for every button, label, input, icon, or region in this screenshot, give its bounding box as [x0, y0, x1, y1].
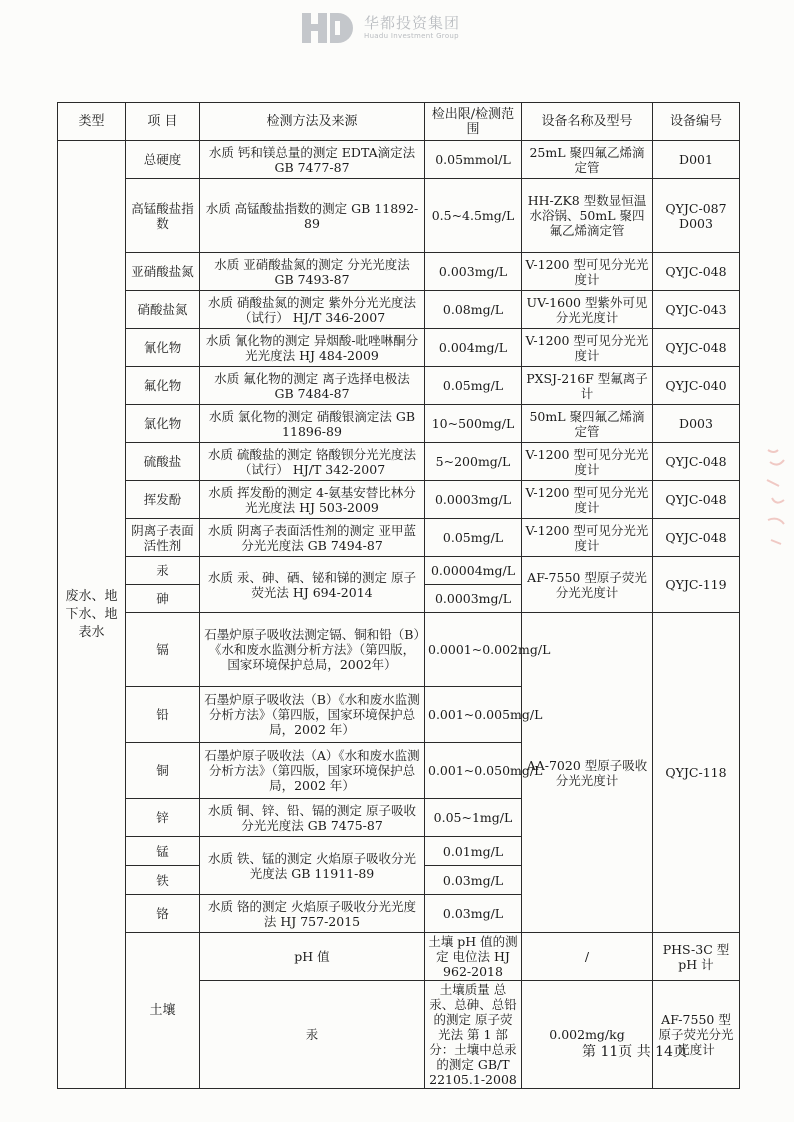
item-cell: 锌: [126, 799, 200, 837]
table-row: [58, 291, 740, 329]
code-cell: QYJC-118: [653, 613, 740, 933]
limit-cell: 0.5~4.5mg/L: [425, 179, 522, 253]
item-cell: 氯化物: [126, 405, 200, 443]
device-cell: AA-7020 型原子吸收分光光度计: [522, 613, 653, 933]
category-cell: 废水、地下水、地表水: [58, 141, 126, 1089]
item-cell: 硝酸盐氮: [126, 291, 200, 329]
limit-cell: 0.00004mg/L: [425, 557, 522, 585]
method-cell: 水质 氰化物的测定 异烟酸-吡唑啉酮分光光度法 HJ 484-2009: [200, 329, 425, 367]
method-cell: 水质 铁、锰的测定 火焰原子吸收分光光度法 GB 11911-89: [200, 837, 425, 895]
category-cell: 土壤: [126, 933, 200, 1089]
device-cell: PHS-3C 型 pH 计: [653, 933, 740, 981]
method-cell: 水质 高锰酸盐指数的测定 GB 11892-89: [200, 179, 425, 253]
code-cell: QYJC-119: [653, 557, 740, 613]
item-cell: 汞: [126, 557, 200, 585]
item-cell: 总硬度: [126, 141, 200, 179]
item-cell: 铬: [126, 895, 200, 933]
method-cell: 水质 氯化物的测定 硝酸银滴定法 GB 11896-89: [200, 405, 425, 443]
item-cell: pH 值: [200, 933, 425, 981]
method-cell: 水质 硝酸盐氮的测定 紫外分光光度法（试行） HJ/T 346-2007: [200, 291, 425, 329]
table-row: [58, 933, 740, 981]
item-cell: 硫酸盐: [126, 443, 200, 481]
table-row: [58, 179, 740, 253]
device-cell: HH-ZK8 型数显恒温水浴锅、50mL 聚四氟乙烯滴定管: [522, 179, 653, 253]
limit-cell: 0.004mg/L: [425, 329, 522, 367]
device-cell: 25mL 聚四氟乙烯滴定管: [522, 141, 653, 179]
device-cell: V-1200 型可见分光光度计: [522, 519, 653, 557]
method-cell: 水质 亚硝酸盐氮的测定 分光光度法 GB 7493-87: [200, 253, 425, 291]
seal-stamp-fragment: [764, 440, 790, 560]
device-cell: V-1200 型可见分光光度计: [522, 329, 653, 367]
device-cell: AF-7550 型原子荧光分光光度计: [653, 981, 740, 1089]
code-cell: D003: [653, 405, 740, 443]
page-number: 第 11页 共 14页: [582, 1044, 687, 1060]
limit-cell: /: [522, 933, 653, 981]
method-cell: 水质 铜、锌、铅、镉的测定 原子吸收分光光度法 GB 7475-87: [200, 799, 425, 837]
item-cell: 亚硝酸盐氮: [126, 253, 200, 291]
limit-cell: 0.002mg/kg: [522, 981, 653, 1089]
column-header: 设备名称及型号: [522, 103, 653, 141]
code-cell: D001: [653, 141, 740, 179]
method-cell: 水质 阴离子表面活性剂的测定 亚甲蓝分光光度法 GB 7494-87: [200, 519, 425, 557]
item-cell: 高锰酸盐指数: [126, 179, 200, 253]
limit-cell: 0.03mg/L: [425, 866, 522, 895]
code-cell: QYJC-048: [653, 329, 740, 367]
item-cell: 阴离子表面活性剂: [126, 519, 200, 557]
method-cell: 水质 汞、砷、硒、铋和锑的测定 原子荧光法 HJ 694-2014: [200, 557, 425, 613]
item-cell: 铜: [126, 743, 200, 799]
column-header: 检测方法及来源: [200, 103, 425, 141]
item-cell: 铁: [126, 866, 200, 895]
method-cell: 水质 挥发酚的测定 4-氨基安替比林分光光度法 HJ 503-2009: [200, 481, 425, 519]
item-cell: 镉: [126, 613, 200, 687]
company-logo: [300, 8, 460, 48]
code-cell: QYJC-048: [653, 443, 740, 481]
table-header-row: [58, 103, 740, 141]
table-row: [58, 481, 740, 519]
table-row: [58, 329, 740, 367]
device-cell: PXSJ-216F 型氟离子计: [522, 367, 653, 405]
limit-cell: 0.05mg/L: [425, 519, 522, 557]
test-methods-table: [57, 102, 740, 1089]
table-row: [58, 405, 740, 443]
method-cell: 石墨炉原子吸收法（B）《水和废水监测分析方法》（第四版，国家环境保护总局，2002 年）: [200, 687, 425, 743]
device-cell: V-1200 型可见分光光度计: [522, 443, 653, 481]
method-cell: 石墨炉原子吸收法（A）《水和废水监测分析方法》（第四版，国家环境保护总局，2002 年）: [200, 743, 425, 799]
table-row: [58, 557, 740, 585]
limit-cell: 0.001~0.050mg/L: [425, 743, 522, 799]
limit-cell: 0.01mg/L: [425, 837, 522, 866]
limit-cell: 0.001~0.005mg/L: [425, 687, 522, 743]
column-header: 设备编号: [653, 103, 740, 141]
limit-cell: 0.05mmol/L: [425, 141, 522, 179]
device-cell: 50mL 聚四氟乙烯滴定管: [522, 405, 653, 443]
table-row: [58, 367, 740, 405]
device-cell: UV-1600 型紫外可见分光光度计: [522, 291, 653, 329]
item-cell: 锰: [126, 837, 200, 866]
device-cell: V-1200 型可见分光光度计: [522, 253, 653, 291]
device-cell: AF-7550 型原子荧光分光光度计: [522, 557, 653, 613]
column-header: 检出限/检测范围: [425, 103, 522, 141]
code-cell: QYJC-048: [653, 253, 740, 291]
hd-logo-icon: [300, 10, 356, 46]
method-cell: 土壤 pH 值的测定 电位法 HJ 962-2018: [425, 933, 522, 981]
table-row: [58, 613, 740, 687]
item-cell: 铅: [126, 687, 200, 743]
limit-cell: 0.03mg/L: [425, 895, 522, 933]
code-cell: QYJC-087 D003: [653, 179, 740, 253]
device-cell: V-1200 型可见分光光度计: [522, 481, 653, 519]
table-row: [58, 253, 740, 291]
method-cell: 水质 钙和镁总量的测定 EDTA滴定法 GB 7477-87: [200, 141, 425, 179]
code-cell: QYJC-043: [653, 291, 740, 329]
column-header: 类型: [58, 103, 126, 141]
code-cell: QYJC-048: [653, 519, 740, 557]
limit-cell: 10~500mg/L: [425, 405, 522, 443]
limit-cell: 0.05mg/L: [425, 367, 522, 405]
limit-cell: 0.003mg/L: [425, 253, 522, 291]
method-cell: 石墨炉原子吸收法测定镉、铜和铅（B）《水和废水监测分析方法》（第四版，国家环境保护总局，2002年）: [200, 613, 425, 687]
limit-cell: 5~200mg/L: [425, 443, 522, 481]
limit-cell: 0.08mg/L: [425, 291, 522, 329]
item-cell: 挥发酚: [126, 481, 200, 519]
code-cell: QYJC-048: [653, 481, 740, 519]
company-name-en: Huadu Investment Group: [364, 32, 459, 40]
method-cell: 水质 铬的测定 火焰原子吸收分光光度法 HJ 757-2015: [200, 895, 425, 933]
limit-cell: 0.0001~0.002mg/L: [425, 613, 522, 687]
table-row: [58, 141, 740, 179]
method-cell: 水质 氟化物的测定 离子选择电极法 GB 7484-87: [200, 367, 425, 405]
company-name-cn: 华都投资集团: [364, 14, 461, 32]
item-cell: 汞: [200, 981, 425, 1089]
item-cell: 氰化物: [126, 329, 200, 367]
method-cell: 土壤质量 总汞、总砷、总铅的测定 原子荧光法 第 1 部分：土壤中总汞的测定 GB/T 22105.1-2008: [425, 981, 522, 1089]
limit-cell: 0.0003mg/L: [425, 585, 522, 613]
item-cell: 砷: [126, 585, 200, 613]
item-cell: 氟化物: [126, 367, 200, 405]
method-cell: 水质 硫酸盐的测定 铬酸钡分光光度法（试行） HJ/T 342-2007: [200, 443, 425, 481]
table-row: [58, 519, 740, 557]
limit-cell: 0.05~1mg/L: [425, 799, 522, 837]
code-cell: QYJC-040: [653, 367, 740, 405]
limit-cell: 0.0003mg/L: [425, 481, 522, 519]
table-row: [58, 443, 740, 481]
column-header: 项 目: [126, 103, 200, 141]
